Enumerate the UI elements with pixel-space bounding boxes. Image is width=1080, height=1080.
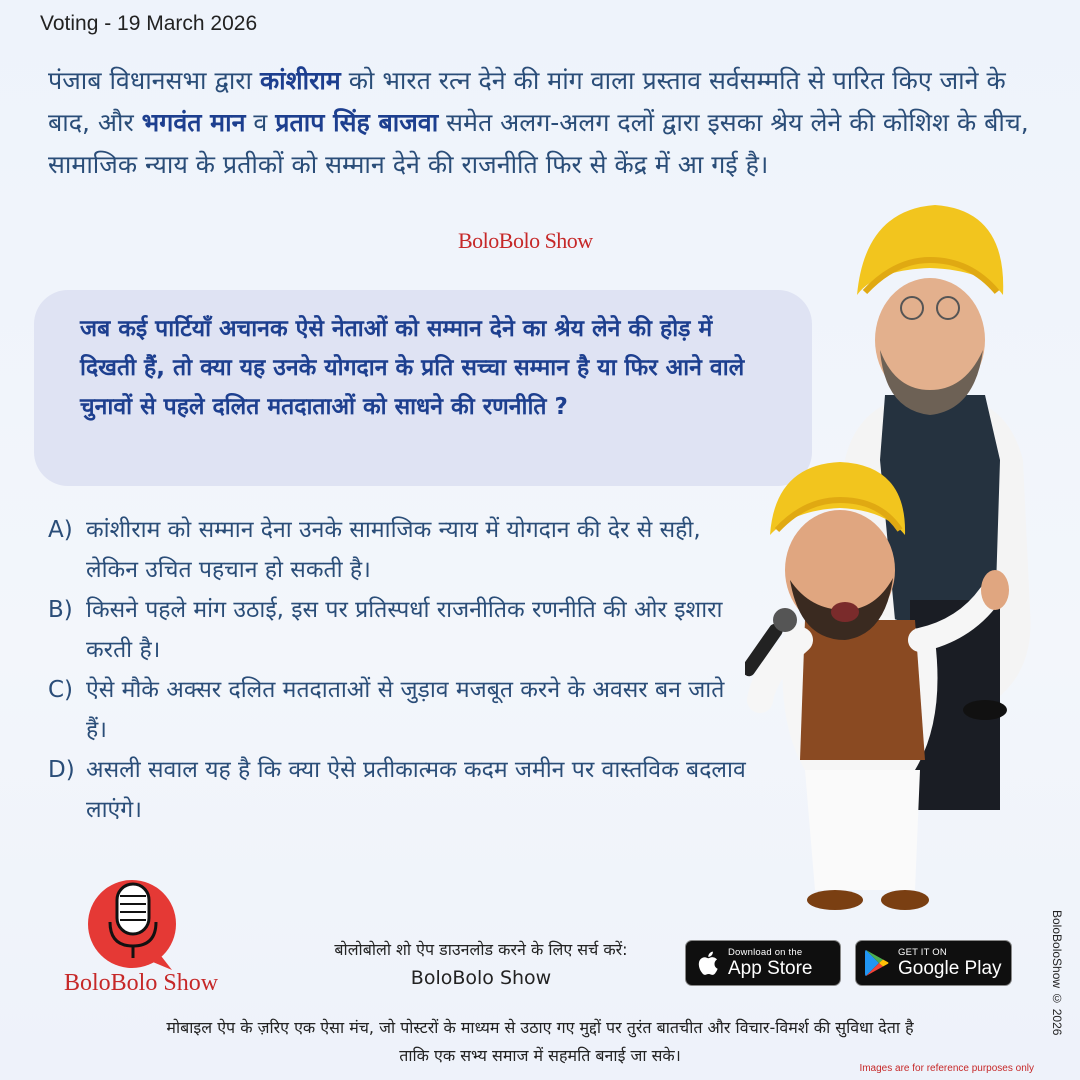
apple-icon <box>686 949 728 977</box>
option-text: कांशीराम को सम्मान देना उनके सामाजिक न्याय में योगदान की देर से सही, लेकिन उचित पहचान हो सकती है। <box>86 517 701 583</box>
google-play-icon <box>856 949 898 977</box>
footer-text <box>40 1014 1040 1070</box>
option-text: ऐसे मौके अक्सर दलित मतदाताओं से जुड़ाव मजबूत करने के अवसर बन जाते हैं। <box>86 677 725 743</box>
google-play-small-label: GET IT ON <box>898 947 947 958</box>
option-text: किसने पहले मांग उठाई, इस पर प्रतिस्पर्धा राजनीतिक रणनीति की ओर इशारा करती है। <box>86 597 723 663</box>
intro-paragraph <box>48 60 1038 186</box>
app-store-small-label: Download on the <box>728 947 803 958</box>
google-play-big-label: Google Play <box>898 958 1002 979</box>
option-c[interactable] <box>48 670 748 750</box>
app-store-big-label: App Store <box>728 958 813 979</box>
option-key: A) <box>48 517 73 543</box>
question-text: जब कई पार्टियाँ अचानक ऐसे नेताओं को सम्मान देने का श्रेय लेने की होड़ में दिखती हैं, तो क्या यह उनके योगदान के प्रति सच्चा सम्मान है या फिर आने वाले चुनावों से पहले दलित मतदाताओं को साधने की रणनीति ? <box>80 316 745 420</box>
intro-text-1: पंजाब विधानसभा द्वारा <box>48 66 260 95</box>
intro-text-4: समेत अलग-अलग दलों द्वारा इसका श्रेय लेने की कोशिश के बीच, सामाजिक न्याय के प्रतीकों को सम्मान देने की राजनीति फिर से केंद्र में आ गई है। <box>48 108 1029 179</box>
disclaimer: Images are for reference purposes only <box>859 1063 1034 1074</box>
download-line-2: BoloBolo Show <box>410 967 552 989</box>
app-store-button[interactable] <box>685 940 841 986</box>
download-instructions <box>296 936 666 992</box>
download-line-1: बोलोबोलो शो ऐप डाउनलोड करने के लिए सर्च करें: <box>334 940 628 959</box>
date-label: Voting - 19 March 2026 <box>40 12 258 35</box>
intro-highlight-bhagwant-mann: भगवंत मान <box>141 108 246 137</box>
brand-watermark: BoloBolo Show <box>458 228 593 253</box>
footer-line-2: ताकि एक सभ्य समाज में सहमति बनाई जा सके। <box>399 1046 681 1065</box>
option-a[interactable] <box>48 510 748 590</box>
side-copyright: BoloBoloShow © 2026 <box>1050 910 1064 1036</box>
options-list <box>48 510 748 830</box>
intro-highlight-partap-bajwa: प्रताप सिंह बाजवा <box>275 108 439 137</box>
intro-text-3: व <box>245 108 276 137</box>
logo-text: BoloBolo Show <box>64 970 219 996</box>
caricature-illustration <box>745 200 1045 920</box>
option-text: असली सवाल यह है कि क्या ऐसे प्रतीकात्मक कदम जमीन पर वास्तविक बदलाव लाएंगे। <box>86 757 746 823</box>
option-key: B) <box>48 597 73 623</box>
option-b[interactable] <box>48 590 748 670</box>
intro-highlight-kanshiram: कांशीराम <box>259 66 341 95</box>
question-box <box>34 290 812 486</box>
footer-line-1: मोबाइल ऐप के ज़रिए एक ऐसा मंच, जो पोस्टरों के माध्यम से उठाए गए मुद्दों पर तुरंत बातचीत और विचार-विमर्श की सुविधा देता है <box>166 1018 914 1037</box>
option-key: D) <box>48 757 75 783</box>
google-play-button[interactable] <box>855 940 1012 986</box>
option-d[interactable] <box>48 750 748 830</box>
option-key: C) <box>48 677 74 703</box>
intro-text-2: को भारत रत्न देने की मांग वाला प्रस्ताव सर्वसम्मति से पारित किए जाने के बाद, और <box>48 66 1006 137</box>
